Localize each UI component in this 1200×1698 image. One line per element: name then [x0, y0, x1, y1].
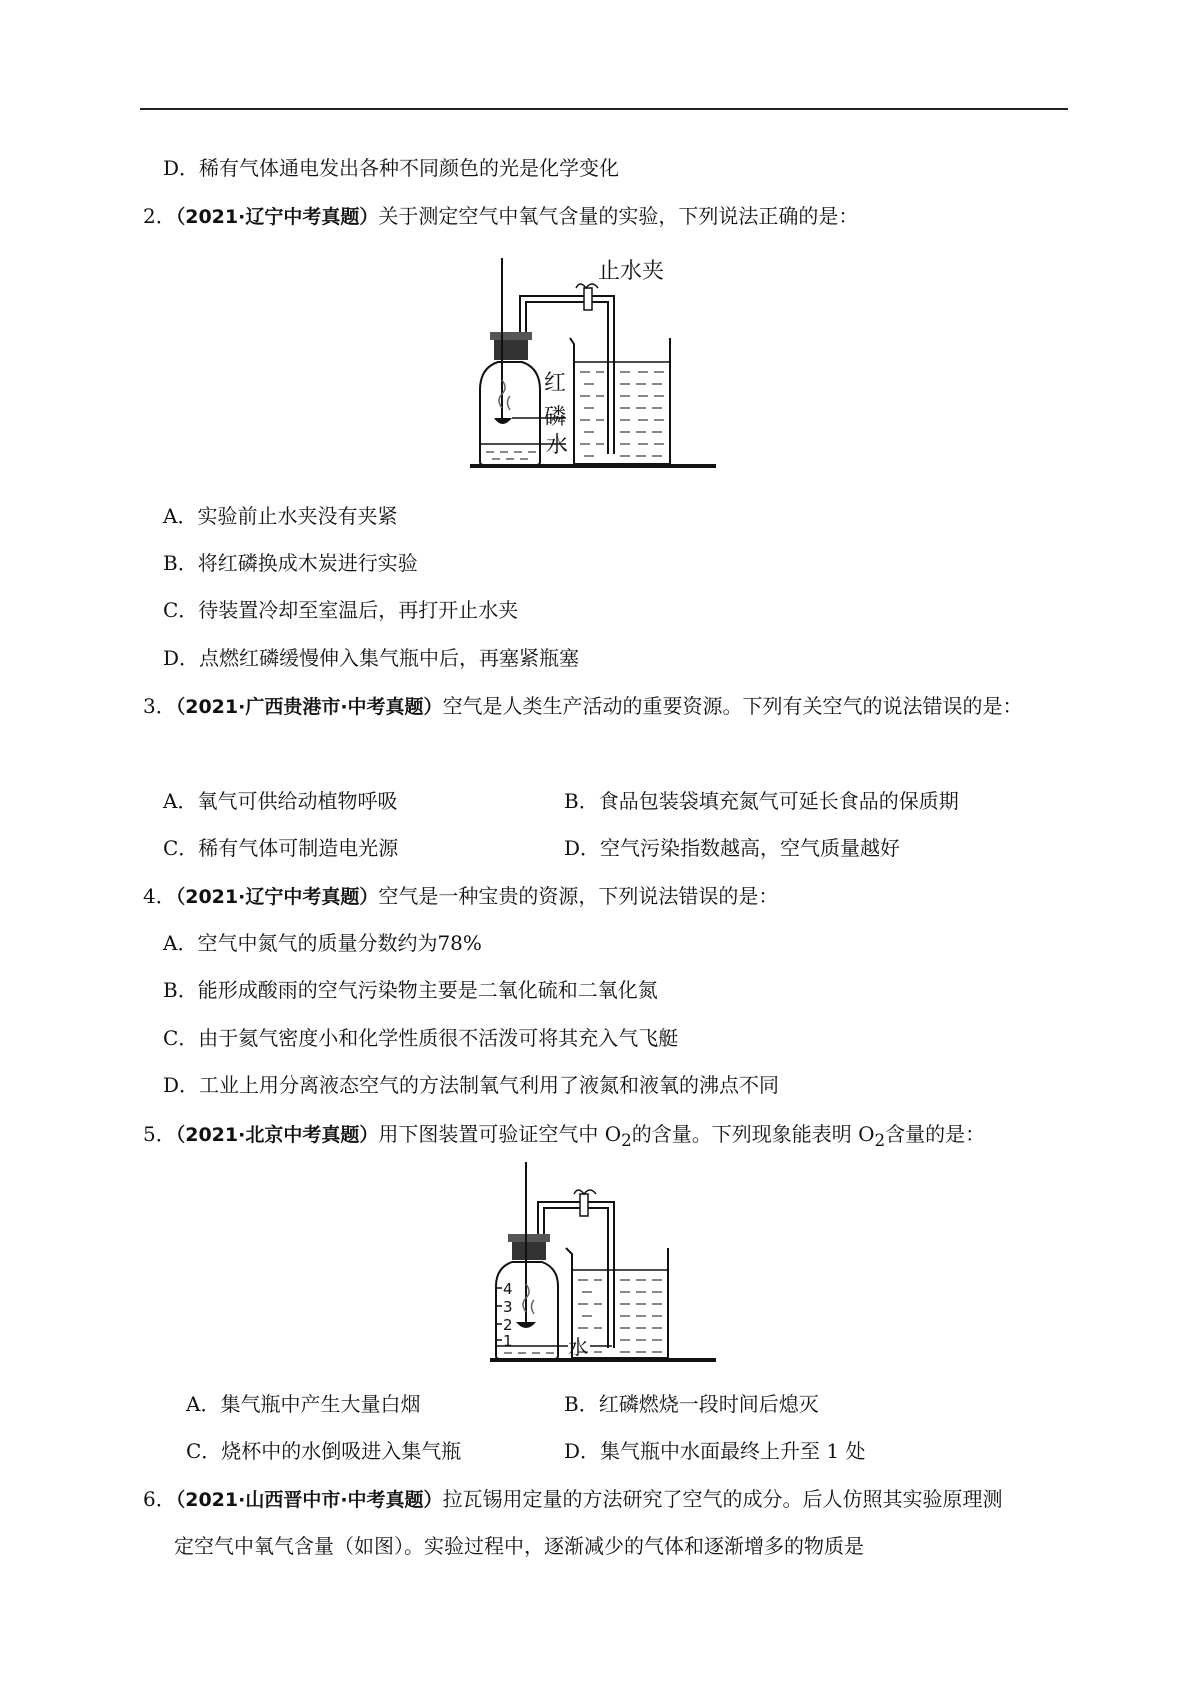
header-rule: [140, 108, 1068, 110]
mark-4: 4: [503, 1280, 513, 1298]
q2-option-a: A．实验前止水夹没有夹紧: [163, 504, 398, 528]
question-source: （2021·辽宁中考真题）: [175, 206, 379, 228]
q3-option-d: D．空气污染指数越高，空气质量越好: [564, 836, 901, 860]
question-number: 4．: [143, 884, 176, 908]
label-water: 水: [568, 1335, 588, 1359]
q4-option-b: B．能形成酸雨的空气污染物主要是二氧化硫和二氧化氮: [163, 978, 658, 1002]
question-5: [143, 1120, 985, 1155]
subscript-2: 2: [874, 1131, 886, 1150]
experiment-figure-1: [470, 258, 750, 470]
q3-option-a: A．氧气可供给动植物呼吸: [163, 789, 398, 813]
question-source: （2021·辽宁中考真题）: [175, 886, 379, 908]
q1-option-d: D．稀有气体通电发出各种不同颜色的光是化学变化: [163, 156, 620, 180]
question-stem: 空气是一种宝贵的资源，下列说法错误的是：: [378, 884, 779, 908]
question-stem-part3: 含量的是：: [885, 1122, 986, 1146]
label-phosphorus-1: 红: [544, 371, 567, 396]
mark-2: 2: [503, 1316, 513, 1334]
q5-option-c: C．烧杯中的水倒吸进入集气瓶: [186, 1439, 462, 1463]
question-number: 5．: [143, 1122, 176, 1146]
q5-option-d: D．集气瓶中水面最终上升至 1 处: [564, 1439, 866, 1463]
experiment-figure-2: [490, 1162, 730, 1364]
mark-3: 3: [503, 1298, 513, 1316]
q2-option-c: C．待装置冷却至室温后，再打开止水夹: [163, 598, 519, 622]
q2-option-b: B．将红磷换成木炭进行实验: [163, 551, 418, 575]
question-number: 2．: [143, 204, 176, 228]
q4-option-d: D．工业上用分离液态空气的方法制氧气利用了液氮和液氧的沸点不同: [163, 1073, 780, 1097]
q3-option-b: B．食品包装袋填充氮气可延长食品的保质期: [564, 789, 959, 813]
question-stem-part2: 的含量。下列现象能表明 O: [631, 1122, 875, 1146]
q4-option-a: A．空气中氮气的质量分数约为78%: [163, 931, 482, 955]
question-source: （2021·山西晋中市·中考真题）: [175, 1489, 443, 1511]
q5-option-b: B．红磷燃烧一段时间后熄灭: [564, 1392, 819, 1416]
question-stem-part1: 用下图装置可验证空气中 O: [378, 1122, 622, 1146]
label-clamp: 止水夹: [598, 259, 665, 284]
q5-option-a: A．集气瓶中产生大量白烟: [186, 1392, 421, 1416]
question-stem: 关于测定空气中氧气含量的实验，下列说法正确的是：: [378, 204, 859, 228]
question-3: [143, 692, 1023, 721]
question-source: （2021·广西贵港市·中考真题）: [175, 696, 443, 718]
label-water: 水: [546, 433, 569, 458]
question-6: [143, 1485, 1003, 1514]
question-stem-line1: 拉瓦锡用定量的方法研究了空气的成分。后人仿照其实验原理测: [442, 1487, 1003, 1511]
question-source: （2021·北京中考真题）: [175, 1124, 379, 1146]
question-6-line2: 定空气中氧气含量（如图）。实验过程中，逐渐减少的气体和逐渐增多的物质是: [174, 1534, 864, 1558]
q2-option-d: D．点燃红磷缓慢伸入集气瓶中后，再塞紧瓶塞: [163, 646, 580, 670]
question-4: [143, 882, 778, 911]
q3-option-c: C．稀有气体可制造电光源: [163, 836, 399, 860]
question-2: [143, 202, 858, 231]
question-number: 3．: [143, 694, 176, 718]
q4-option-c: C．由于氦气密度小和化学性质很不活泼可将其充入气飞艇: [163, 1026, 679, 1050]
question-stem: 空气是人类生产活动的重要资源。下列有关空气的说法错误的是：: [442, 694, 1023, 718]
question-number: 6．: [143, 1487, 176, 1511]
label-phosphorus-2: 磷: [544, 405, 567, 430]
subscript-2: 2: [621, 1131, 632, 1150]
mark-1: 1: [503, 1332, 513, 1350]
